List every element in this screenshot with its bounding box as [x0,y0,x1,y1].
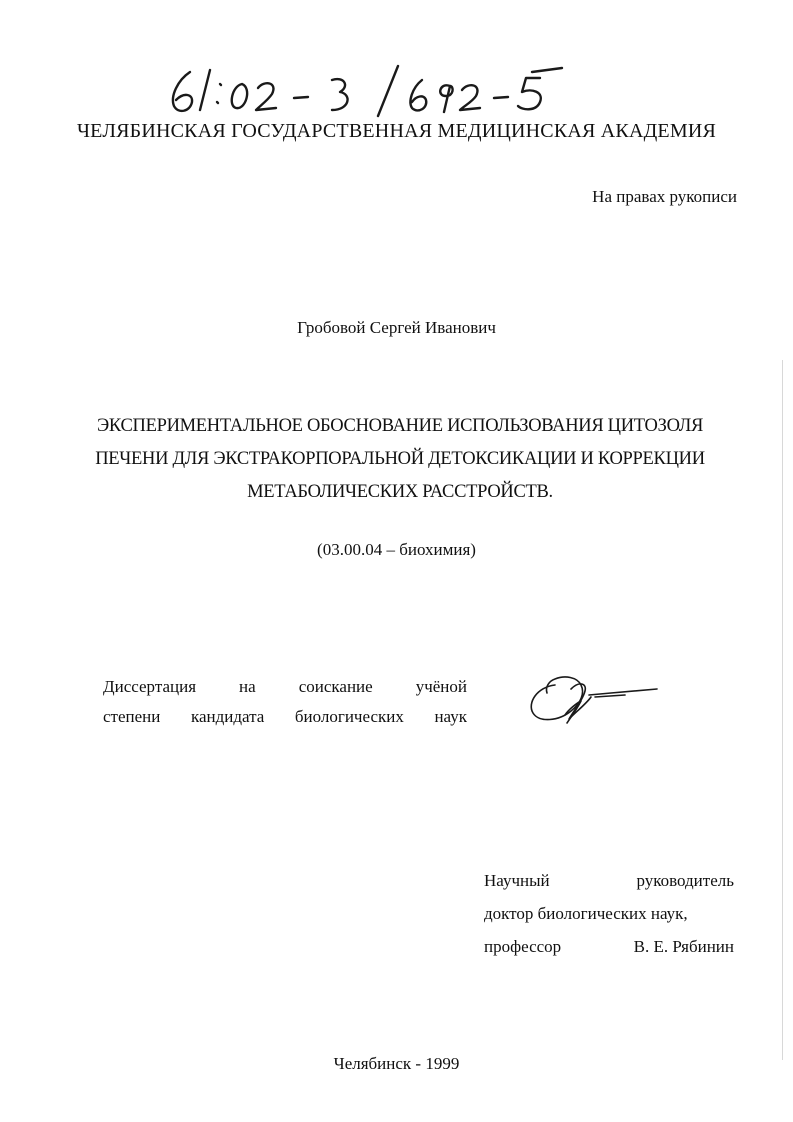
author-signature [525,665,665,735]
dissertation-line [103,702,467,732]
word: степени [103,707,161,726]
thesis-title [60,410,740,509]
thesis-title-line: МЕТАБОЛИЧЕСКИХ РАССТРОЙСТВ. [247,482,553,502]
word: наук [434,707,467,726]
institution-name: ЧЕЛЯБИНСКАЯ ГОСУДАРСТВЕННАЯ МЕДИЦИНСКАЯ АКАДЕМИЯ [76,120,717,142]
word: профессор [484,937,562,956]
rights-note: На правах рукописи [592,187,737,206]
word: руководитель [636,871,734,890]
word: Научный [484,871,550,890]
word: Диссертация [103,677,197,696]
word: на [239,677,256,696]
supervisor-line [484,930,734,963]
word: кандидата [190,707,265,726]
supervisor-line [484,864,734,897]
thesis-title-line: ПЕЧЕНИ ДЛЯ ЭКСТРАКОРПОРАЛЬНОЙ ДЕТОКСИКАЦИИ И КОРРЕКЦИИ [95,449,705,469]
dissertation-statement [103,672,467,732]
specialty-code: (03.00.04 – биохимия) [317,540,476,559]
scientific-supervisor [484,864,734,963]
city-year: Челябинск - 1999 [333,1054,460,1073]
word: соискание [298,677,373,696]
handwritten-catalog-code [160,62,580,122]
scan-edge-line [782,360,783,1060]
supervisor-degree: доктор биологических наук, [484,904,688,923]
thesis-title-line: ЭКСПЕРИМЕНТАЛЬНОЕ ОБОСНОВАНИЕ ИСПОЛЬЗОВАНИЯ ЦИТОЗОЛЯ [96,416,704,436]
word: В. Е. Рябинин [633,937,734,956]
word: биологических [294,707,404,726]
word: учёной [415,677,467,696]
dissertation-line [103,672,467,702]
author-name: Гробовой Сергей Иванович [297,318,496,337]
